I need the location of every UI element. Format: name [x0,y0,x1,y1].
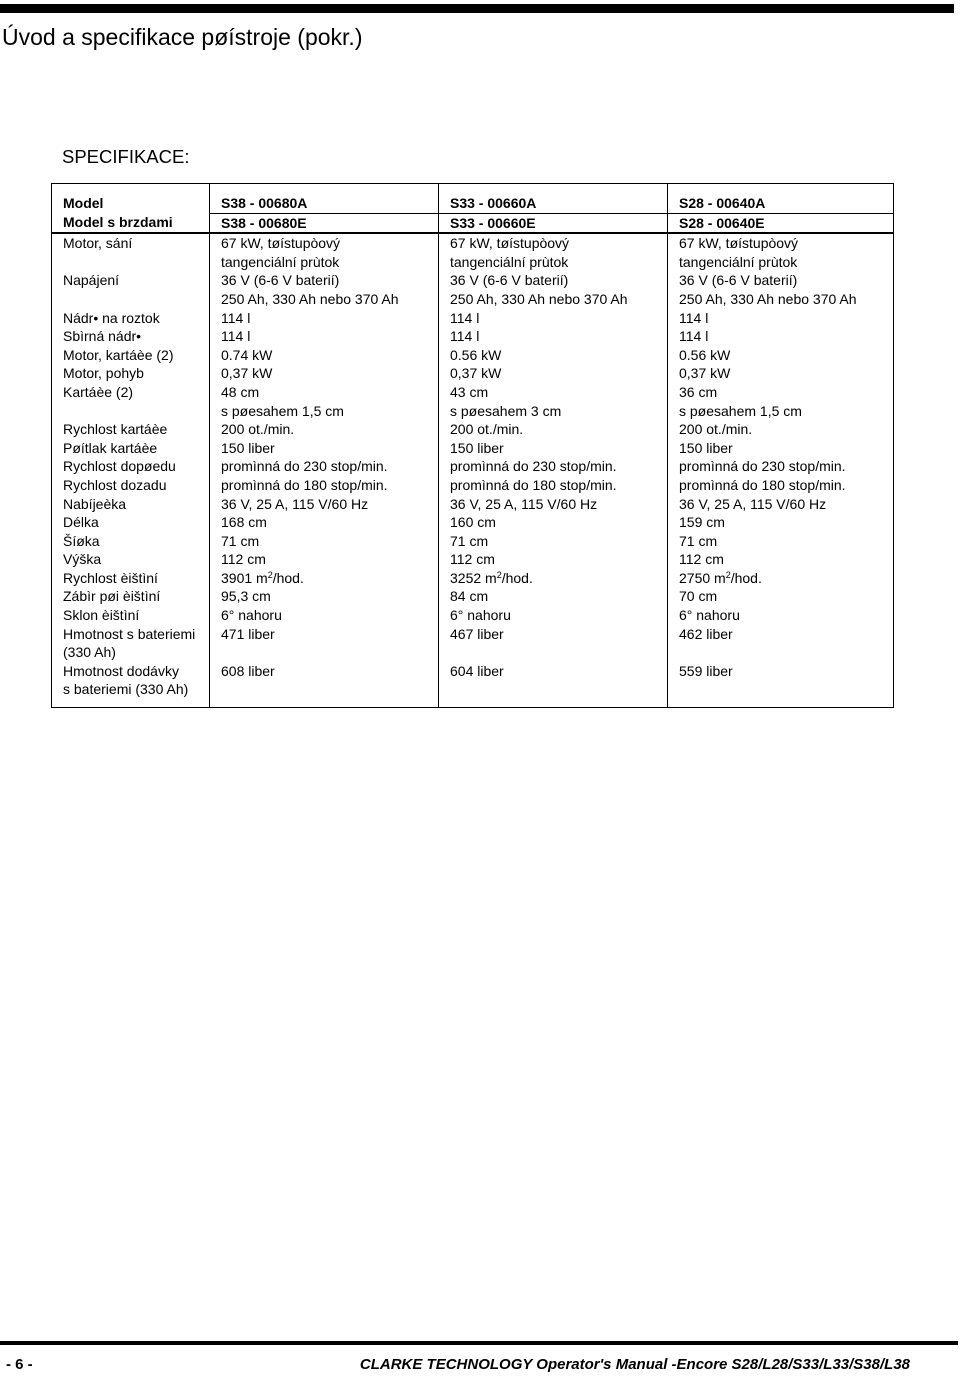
value-cell [439,346,668,365]
cell-line: Šíøka [63,532,100,549]
cell-line: tangenciální prùtok [679,253,798,270]
row-label-cell [52,532,210,551]
value-cell [668,271,894,308]
value-cell [668,184,894,214]
cell-line: 67 kW, tøístupòový [679,235,799,252]
cell-line: S38 - 00680E [221,214,307,231]
cell-line: s pøesahem 3 cm [450,402,562,419]
cell-line: promìnná do 180 stop/min. [450,476,617,493]
row-label-cell [52,184,210,214]
value-cell [210,476,439,495]
cell-line: 114 l [221,328,251,345]
cell-text: /hod. [272,569,304,586]
cell-line: Model s brzdami [63,214,173,231]
value-cell [439,513,668,532]
row-label-cell [52,420,210,439]
cell-line: s pøesahem 1,5 cm [221,402,344,419]
value-cell [668,495,894,514]
cell-line: 114 l [221,309,251,326]
cell-line: promìnná do 230 stop/min. [679,458,846,475]
row-label-cell [52,327,210,346]
value-cell [439,606,668,625]
value-cell [668,662,894,708]
cell-line: 114 l [679,328,709,345]
cell-line: 150 liber [679,439,733,456]
value-cell [668,383,894,420]
value-cell [210,550,439,569]
cell-text: 2750 m [679,569,726,586]
value-cell [439,587,668,606]
table-row [52,439,894,458]
cell-line: 36 V, 25 A, 115 V/60 Hz [450,495,598,512]
footer-rule [0,1341,958,1345]
value-cell [439,550,668,569]
cell-line: tangenciální prùtok [450,253,569,270]
cell-line: Motor, pohyb [63,365,144,382]
value-cell [210,184,439,214]
cell-line: S28 - 00640E [679,214,765,231]
cell-line: tangenciální prùtok [221,253,340,270]
value-cell [668,587,894,606]
cell-line: 150 liber [450,439,504,456]
cell-line: 67 kW, tøístupòový [450,235,570,252]
row-label-cell [52,213,210,233]
cell-line [450,569,667,588]
cell-line: 114 l [450,328,480,345]
value-cell [668,233,894,271]
cell-line: Rychlost kartáèe [63,421,168,438]
row-label-cell [52,309,210,328]
row-label-cell [52,233,210,271]
cell-line: 95,3 cm [221,588,271,605]
value-cell [439,213,668,233]
section-title: SPECIFIKACE: [62,146,190,167]
cell-line: 467 liber [450,625,504,642]
cell-line: S38 - 00680A [221,195,308,211]
table-row [52,550,894,569]
cell-line: 0,37 kW [221,365,273,382]
value-cell [668,439,894,458]
row-label-cell [52,457,210,476]
cell-line: Kartáèe (2) [63,383,134,400]
cell-line: 559 liber [679,662,733,679]
table-row [52,476,894,495]
superscript: 2 [267,569,273,580]
value-cell [439,495,668,514]
value-cell [210,309,439,328]
cell-line: Nádr• na roztok [63,309,160,326]
cell-line: 112 cm [679,551,724,568]
cell-line: 71 cm [679,532,718,549]
row-label-cell [52,513,210,532]
cell-line: Model [63,195,104,211]
cell-line: Nabíjeèka [63,495,127,512]
value-cell [439,383,668,420]
cell-line: Výška [63,551,102,568]
value-cell [439,662,668,708]
value-cell [210,625,439,662]
table-row [52,606,894,625]
table-row [52,662,894,708]
value-cell [439,532,668,551]
cell-line: promìnná do 230 stop/min. [221,458,388,475]
cell-line: 114 l [679,309,709,326]
cell-line: 43 cm [450,383,489,400]
value-cell [668,569,894,588]
table-row [52,457,894,476]
table-row [52,495,894,514]
cell-line: S33 - 00660E [450,214,536,231]
cell-line: 112 cm [450,551,495,568]
value-cell [439,309,668,328]
cell-line: 114 l [450,309,480,326]
cell-line: 36 V, 25 A, 115 V/60 Hz [221,495,369,512]
cell-line: s bateriemi (330 Ah) [63,681,189,698]
cell-line: Sbìrná nádr• [63,328,142,345]
cell-line: Délka [63,514,99,531]
value-cell [210,213,439,233]
cell-line: 112 cm [221,551,266,568]
cell-line: Pøítlak kartáèe [63,439,158,456]
value-cell [668,309,894,328]
value-cell [439,476,668,495]
cell-line: 604 liber [450,662,504,679]
value-cell [668,346,894,365]
value-cell [668,550,894,569]
table-row [52,271,894,308]
cell-line: 200 ot./min. [450,421,524,438]
cell-line: promìnná do 180 stop/min. [221,476,388,493]
value-cell [439,420,668,439]
table-row [52,309,894,328]
value-cell [210,439,439,458]
cell-text: 3901 m [221,569,268,586]
superscript: 2 [496,569,502,580]
cell-line: Motor, kartáèe (2) [63,346,174,363]
cell-line: 160 cm [450,514,496,531]
cell-line: 0,37 kW [679,365,731,382]
cell-line: (330 Ah) [63,644,116,661]
cell-line: 250 Ah, 330 Ah nebo 370 Ah [450,290,628,307]
cell-line: 36 V (6-6 V baterií) [679,272,798,289]
row-label-cell [52,550,210,569]
cell-line: 150 liber [221,439,275,456]
row-label-cell [52,439,210,458]
cell-line: s pøesahem 1,5 cm [679,402,802,419]
cell-line: 6° nahoru [221,607,282,624]
row-label-cell [52,383,210,420]
cell-line: 471 liber [221,625,275,642]
superscript: 2 [725,569,731,580]
cell-line: Napájení [63,272,120,289]
cell-line: Rychlost èištìní [63,569,158,586]
row-label-cell [52,587,210,606]
cell-line [221,569,438,588]
value-cell [210,420,439,439]
cell-line: 200 ot./min. [679,421,753,438]
footer-manual-title: CLARKE TECHNOLOGY Operator's Manual -Encore S28/L28/S33/L33/S38/L38 [359,1356,910,1373]
cell-line: 168 cm [221,514,267,531]
cell-line: 71 cm [221,532,260,549]
value-cell [439,233,668,271]
specification-table [51,183,894,708]
cell-line: Hmotnost s bateriemi [63,625,196,642]
cell-line: 0.74 kW [221,346,273,363]
row-label-cell [52,569,210,588]
table-row [52,233,894,271]
cell-line: 48 cm [221,383,260,400]
value-cell [668,457,894,476]
table-row [52,346,894,365]
cell-line: 159 cm [679,514,725,531]
value-cell [439,569,668,588]
value-cell [439,271,668,308]
table-row [52,364,894,383]
value-cell [439,364,668,383]
cell-line: 250 Ah, 330 Ah nebo 370 Ah [679,290,857,307]
cell-line: promìnná do 180 stop/min. [679,476,846,493]
cell-line: 71 cm [450,532,489,549]
cell-line: 70 cm [679,588,718,605]
value-cell [210,513,439,532]
header-rule [0,4,954,13]
cell-line: 36 V (6-6 V baterií) [221,272,340,289]
value-cell [210,495,439,514]
value-cell [210,346,439,365]
value-cell [210,587,439,606]
value-cell [210,532,439,551]
cell-line: 200 ot./min. [221,421,295,438]
cell-line: 0,37 kW [450,365,502,382]
row-label-cell [52,495,210,514]
table-row [52,327,894,346]
value-cell [210,383,439,420]
value-cell [439,184,668,214]
table-row [52,184,894,214]
table-row [52,213,894,233]
value-cell [439,457,668,476]
cell-line: Sklon èištìní [63,607,140,624]
cell-line: S33 - 00660A [450,195,537,211]
row-label-cell [52,271,210,308]
value-cell [210,233,439,271]
cell-line: 6° nahoru [450,607,511,624]
row-label-cell [52,364,210,383]
cell-line: promìnná do 230 stop/min. [450,458,617,475]
row-label-cell [52,662,210,708]
cell-line: S28 - 00640A [679,195,766,211]
cell-line: 0.56 kW [679,346,731,363]
value-cell [668,513,894,532]
value-cell [210,569,439,588]
value-cell [210,271,439,308]
value-cell [439,439,668,458]
cell-line: 250 Ah, 330 Ah nebo 370 Ah [221,290,399,307]
cell-text: /hod. [501,569,533,586]
row-label-cell [52,606,210,625]
value-cell [668,476,894,495]
value-cell [668,606,894,625]
table-row [52,532,894,551]
cell-line: Motor, sání [63,235,133,252]
cell-text: /hod. [730,569,762,586]
row-label-cell [52,346,210,365]
value-cell [210,327,439,346]
value-cell [668,625,894,662]
cell-line: Hmotnost dodávky [63,662,179,679]
value-cell [210,457,439,476]
cell-line: 67 kW, tøístupòový [221,235,341,252]
row-label-cell [52,476,210,495]
cell-line: Zábìr pøi èištìní [63,588,161,605]
table-row [52,625,894,662]
row-label-cell [52,625,210,662]
table-row [52,420,894,439]
cell-line: 6° nahoru [679,607,740,624]
cell-line [679,569,893,588]
value-cell [210,606,439,625]
cell-line: 84 cm [450,588,489,605]
cell-line: 36 cm [679,383,718,400]
table-row [52,569,894,588]
page-title: Úvod a specifikace pøístroje (pokr.) [2,24,363,50]
table-row [52,513,894,532]
table-row [52,383,894,420]
value-cell [210,364,439,383]
table-row [52,587,894,606]
page-number: - 6 - [6,1356,33,1373]
value-cell [668,364,894,383]
cell-line: Rychlost dozadu [63,476,167,493]
cell-line: 36 V, 25 A, 115 V/60 Hz [679,495,827,512]
cell-line: 608 liber [221,662,275,679]
value-cell [668,420,894,439]
cell-text: 3252 m [450,569,497,586]
value-cell [439,625,668,662]
value-cell [668,532,894,551]
cell-line: Rychlost dopøedu [63,458,176,475]
cell-line: 36 V (6-6 V baterií) [450,272,569,289]
value-cell [439,327,668,346]
value-cell [668,213,894,233]
cell-line: 0.56 kW [450,346,502,363]
value-cell [668,327,894,346]
cell-line: 462 liber [679,625,733,642]
value-cell [210,662,439,708]
